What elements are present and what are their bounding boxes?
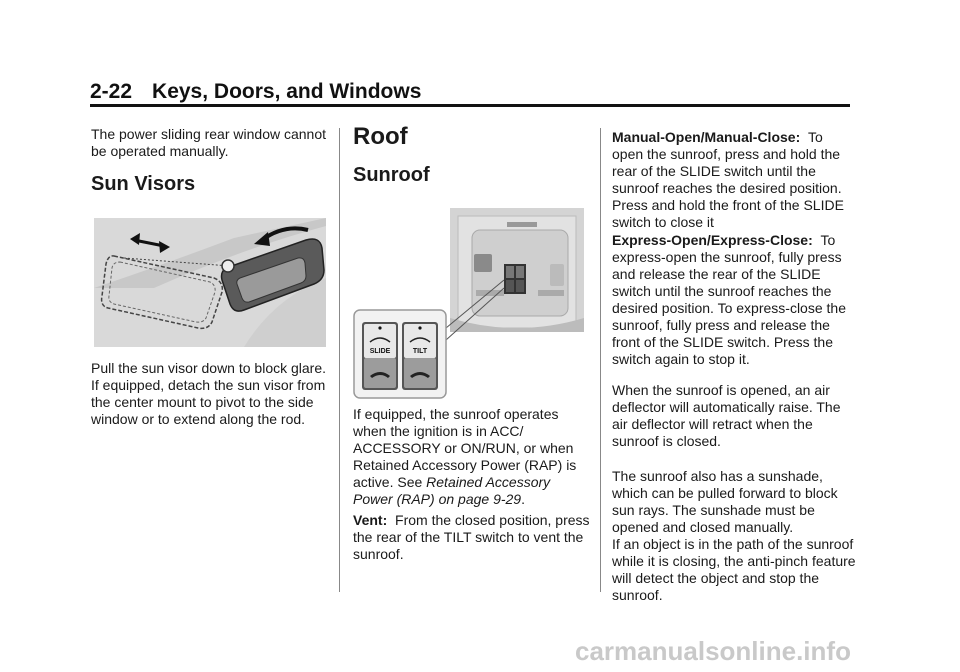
air-deflector-paragraph: When the sunroof is opened, an air deflector will automatically raise. The air deflector will retract when the sunroof is closed. [612, 382, 841, 449]
sun-visor-illustration [94, 218, 326, 347]
header-rule [90, 104, 850, 107]
watermark: carmanualsonline.info [575, 636, 851, 666]
manual-open-close-paragraph: Manual-Open/Manual-Close: To open the sunroof, press and hold the rear of the SLIDE switch until the sunroof reaches the desired position. Press and hold the front of the SLIDE switch to close it [612, 129, 844, 230]
tilt-switch[interactable] [402, 322, 438, 390]
rap-reference-link[interactable]: Retained Accessory Power (RAP) on page 9-29 [353, 474, 551, 507]
slide-switch[interactable] [362, 322, 398, 390]
sun-visors-heading: Sun Visors [91, 173, 196, 195]
vent-term: Vent: [353, 512, 388, 528]
tilt-label: TILT [412, 348, 428, 355]
page-number: 2-22 [90, 80, 133, 103]
page-header [90, 80, 421, 104]
anti-pinch-paragraph: If an object is in the path of the sunroof while it is closing, the anti-pinch feature will detect the object and stop the sunroof. [612, 536, 856, 603]
intro-paragraph: The power sliding rear window cannot be operated manually. [91, 126, 327, 159]
column-divider-left [339, 128, 340, 592]
column-divider-right [600, 128, 601, 592]
sun-visors-paragraph: Pull the sun visor down to block glare. If equipped, detach the sun visor from the center mount to pivot to the side window or to extend along the rod. [91, 360, 327, 427]
roof-heading: Roof [353, 123, 408, 150]
slide-label: SLIDE [369, 348, 391, 355]
vent-paragraph: Vent: From the closed position, press the rear of the TILT switch to vent the sunroof. [353, 512, 590, 562]
sunshade-paragraph: The sunroof also has a sunshade, which can be pulled forward to block sun rays. The sunshade must be opened and closed manually. [612, 468, 838, 535]
sunroof-intro-paragraph: If equipped, the sunroof operates when the ignition is in ACC/ ACCESSORY or ON/RUN, or when Retained Accessory Power (RAP) is active. See Retained Accessory Power (RAP) on page 9-29. [353, 406, 577, 507]
sunroof-heading: Sunroof [353, 164, 430, 186]
column-3 [612, 126, 856, 603]
section-title: Keys, Doors, and Windows [152, 80, 422, 103]
sunroof-switch-illustration [352, 208, 592, 400]
express-open-close-paragraph: Express-Open/Express-Close: To express-open the sunroof, fully press and release the rear of the SLIDE switch until the sunroof reaches the desired position. To express-close the sunroof, fully press and release the front of the SLIDE switch. Press the switch again to stop it. [612, 232, 846, 367]
express-term: Express-Open/Express-Close: [612, 232, 813, 248]
manual-term: Manual-Open/Manual-Close: [612, 129, 801, 145]
